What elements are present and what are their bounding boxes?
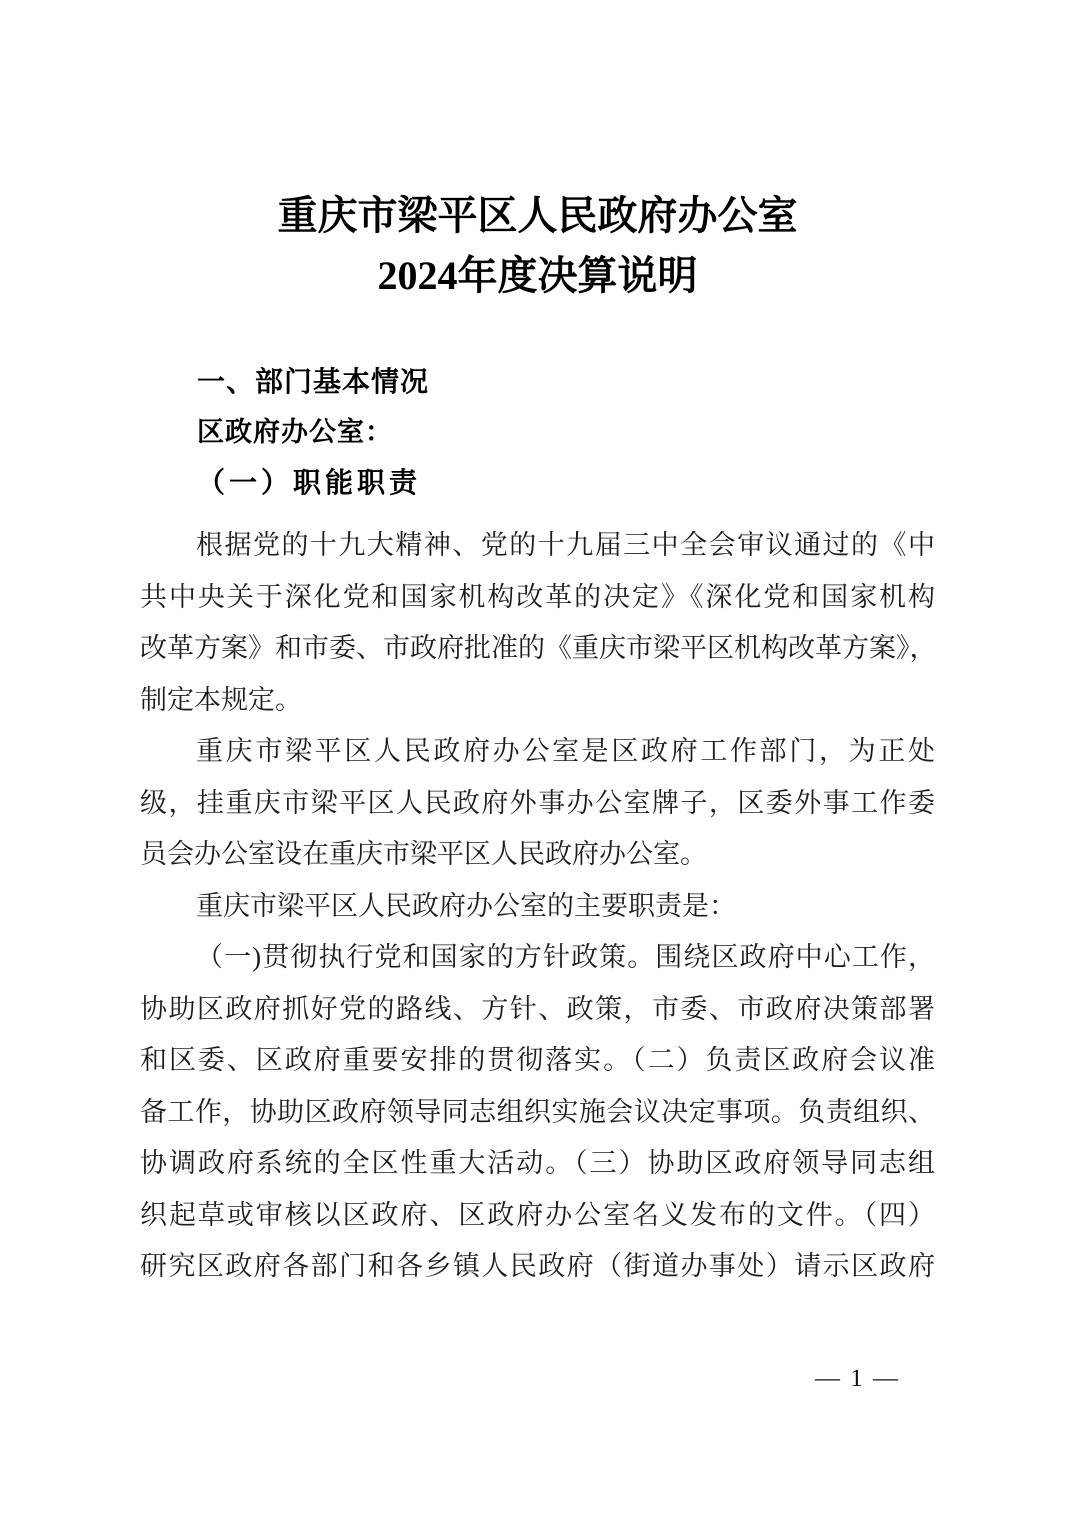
- paragraph: [140, 520, 935, 726]
- paragraph-line: 根据党的十九大精神、党的十九届三中全会审议通过的《中: [196, 530, 935, 560]
- paragraph: [140, 726, 935, 881]
- paragraph-line: 重庆市梁平区人民政府办公室的主要职责是：: [196, 890, 736, 921]
- section-heading: 一、部门基本情况: [197, 366, 430, 397]
- paragraph: [140, 932, 935, 1293]
- paragraph-line: 重庆市梁平区人民政府办公室是区政府工作部门，为正处: [196, 736, 935, 766]
- document-title: [140, 186, 935, 306]
- paragraph-line: 员会办公室设在重庆市梁平区人民政府办公室。: [140, 839, 707, 869]
- paragraph-line: 协助区政府抓好党的路线、方针、政策，市委、市政府决策部署: [140, 993, 935, 1024]
- paragraph-line: 制定本规定。: [140, 684, 302, 715]
- document-title-line-1: 重庆市梁平区人民政府办公室: [277, 193, 798, 238]
- document-title-line-2: 2024年度决算说明: [377, 253, 698, 298]
- paragraph: [140, 881, 935, 933]
- document-content: [140, 0, 935, 1293]
- paragraph-line: 共中央关于深化党和国家机构改革的决定》《深化党和国家机构: [140, 581, 935, 612]
- paragraph-line: 织起草或审核以区政府、区政府办公室名义发布的文件。（四）: [140, 1199, 935, 1230]
- paragraph-line: 备工作，协助区政府领导同志组织实施会议决定事项。负责组织、: [140, 1096, 935, 1127]
- page-number: — 1 —: [815, 1365, 900, 1392]
- paragraph-line: 研究区政府各部门和各乡镇人民政府（街道办事处）请示区政府: [140, 1251, 935, 1281]
- sub-heading: 区政府办公室：: [197, 417, 393, 447]
- paragraph-line: 级，挂重庆市梁平区人民政府外事办公室牌子，区委外事工作委: [140, 787, 935, 818]
- paragraph-line: 改革方案》和市委、市政府批准的《重庆市梁平区机构改革方案》，: [140, 633, 937, 663]
- paragraph-line: 协调政府系统的全区性重大活动。（三）协助区政府领导同志组: [140, 1148, 935, 1178]
- item-heading: （一）职能职责: [197, 468, 422, 499]
- paragraph-list: [140, 520, 935, 1293]
- paragraph-line: （一)贯彻执行党和国家的方针政策。围绕区政府中心工作，: [196, 942, 935, 972]
- paragraph-line: 和区委、区政府重要安排的贯彻落实。（二）负责区政府会议准: [140, 1045, 935, 1075]
